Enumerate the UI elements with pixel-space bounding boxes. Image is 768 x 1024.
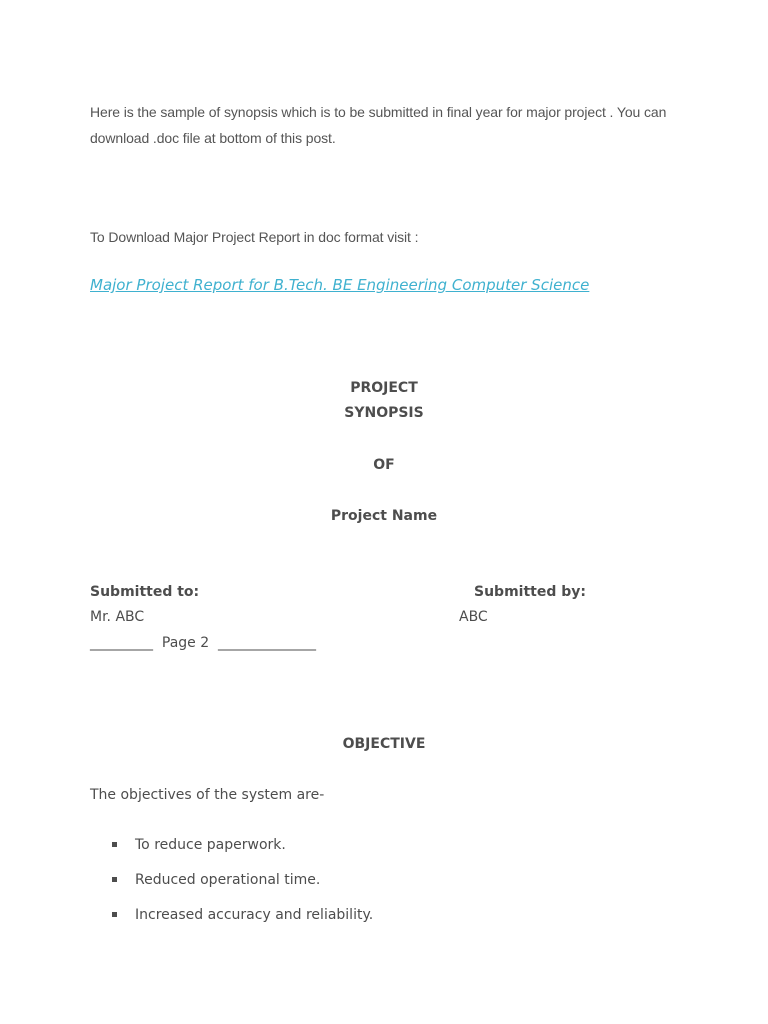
list-item	[112, 906, 373, 941]
square-bullet-icon	[112, 912, 117, 917]
major-project-report-link[interactable]: Major Project Report for B.Tech. BE Engineering Computer Science	[90, 276, 590, 294]
project-name: Project Name	[330, 508, 438, 524]
list-item-text: Reduced operational time.	[135, 872, 321, 888]
title-project: PROJECT	[350, 380, 418, 396]
title-synopsis: SYNOPSIS	[344, 405, 424, 421]
list-item	[112, 871, 373, 906]
intro-paragraph: Here is the sample of synopsis which is to be submitted in final year for major project . You can download .doc file at bottom of this post.	[90, 104, 667, 146]
square-bullet-icon	[112, 877, 117, 882]
download-instruction: To Download Major Project Report in doc format visit :	[90, 229, 419, 245]
list-item-text: To reduce paperwork.	[135, 837, 286, 853]
objective-list	[112, 836, 373, 941]
objective-intro: The objectives of the system are-	[90, 787, 325, 803]
page-footer: _________ Page 2 ______________	[90, 635, 317, 651]
submitted-to-label: Submitted to:	[90, 584, 200, 600]
objective-heading: OBJECTIVE	[342, 736, 426, 752]
submitted-by-label: Submitted by:	[474, 584, 586, 600]
submitted-by-name: ABC	[459, 609, 488, 625]
square-bullet-icon	[112, 842, 117, 847]
list-item	[112, 836, 373, 871]
title-of: OF	[373, 457, 395, 473]
list-item-text: Increased accuracy and reliability.	[135, 907, 374, 923]
submitted-to-name: Mr. ABC	[90, 609, 145, 625]
